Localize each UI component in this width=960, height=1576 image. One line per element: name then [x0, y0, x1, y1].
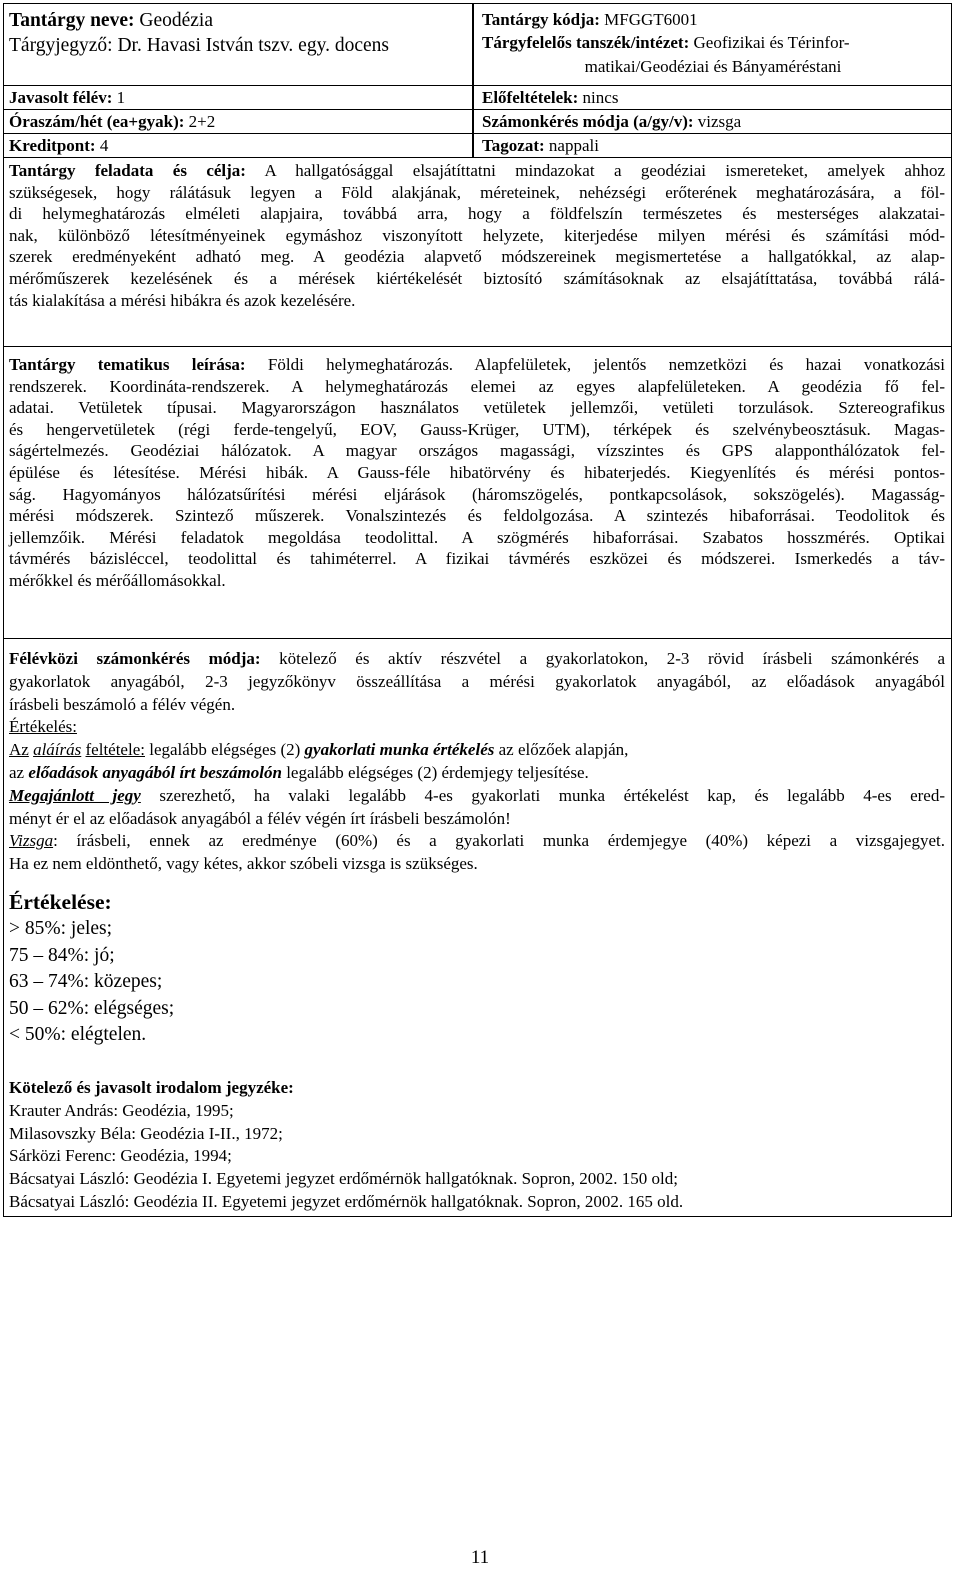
responsible-teacher: Tárgyjegyző: Dr. Havasi István tszv. egy. docens [9, 35, 389, 56]
department: Tárgyfelelős tanszék/intézet: Geofizikai és Térinfor- [482, 33, 850, 52]
literature-item: Milasovszky Béla: Geodézia I-II., 1972; [9, 1123, 283, 1143]
weekly-hours: Óraszám/hét (ea+gyak): 2+2 [9, 112, 216, 131]
assessment-section: Félévközi számonkérés módja: kötelező és aktív részvétel a gyakorlatokon, 2-3 rövid írásbeli számonkérés a gyakorlatok anyagából, 2-3 jegyzőkönyv összeállítása a mérési gyakorlatok anyagából, az előadások anyagából írásbeli beszámoló a félév végén. Értékelés: Az aláírás feltétele: legalább elégséges (2) gyakorlati munka értékelés az előzőek alapján, az előadások anyagából írt beszámolón legalább elégséges (2) érdemjegy teljesítése. Megajánlott jegy szerezhető, ha valaki legalább 4-es gyakorlati munka értékelést kap, és legalább 4-es ered- ményt ér el az előadások anyagából a félév végén írt írásbeli beszámolón! Vizsga: írásbeli, ennek az eredménye (60%) és a gyakorlati munka érdemjegye (40%) képezi a vizsgajegyet. Ha ez nem eldönthető, vagy kétes, akkor szóbeli vizsga is szükséges. [9, 649, 946, 874]
literature-heading: Kötelező és javasolt irodalom jegyzéke: [9, 1078, 294, 1097]
signature-condition: Az aláírás feltétele: legalább elégséges (2) gyakorlati munka értékelés az előzőek alapján, [9, 740, 629, 760]
suggested-semester: Javasolt félév: 1 [9, 88, 126, 107]
literature-item: Bácsatyai László: Geodézia II. Egyetemi jegyzet erdőmérnök hallgatóknak. Sopron, 2002. 165 old. [9, 1191, 684, 1211]
literature-section [9, 1077, 945, 1214]
header-row-4 [4, 134, 951, 158]
header-column-divider [472, 4, 474, 158]
grade-item: < 50%: elégtelen. [9, 1024, 147, 1045]
literature-item: Sárközi Ferenc: Geodézia, 1994; [9, 1146, 232, 1166]
grading-heading: Értékelése: [9, 890, 112, 914]
grade-item: 75 – 84%: jó; [9, 944, 115, 966]
study-mode: Tagozat: nappali [482, 136, 599, 155]
department-continued: matikai/Geodéziai és Bányaméréstani [584, 57, 842, 76]
goal-divider [4, 158, 951, 347]
evaluation-heading: Értékelés: [9, 717, 77, 737]
topics-divider [4, 347, 951, 639]
subject-name: Tantárgy neve: Geodézia [9, 10, 213, 31]
grade-item: 63 – 74%: közepes; [9, 971, 163, 992]
grade-item: 50 – 62%: elégséges; [9, 997, 175, 1019]
credit-points: Kreditpont: 4 [9, 136, 109, 155]
literature-item: Bácsatyai László: Geodézia I. Egyetemi jegyzet erdőmérnök hallgatóknak. Sopron, 2002. 150 old; [9, 1169, 678, 1189]
topics-section: Tantárgy tematikus leírása: Földi helymeghatározás. Alapfelületek, jelentős nemzetközi és hazai vonatkozási rendszerek. Koordináta-rendszerek. A helymeghatározás elemei az egyes alapfelületeken. A geodézia fő fel- adatai. Vetületek típusai. Magyarországon használatos vetületek jellemzői, vetületi torzulások. Sztereografikus és hengervetületek (régi ferde-tengelyű, EOV, Gauss-Krüger, UTM), térképek és szelvénybeosztásuk. Magas- ságértelmezés. Geodéziai hálózatok. A magyar országos magassági, vízszintes és GPS alapponthálózatok fel- épülése és létesítése. Mérési hibák. A Gauss-féle hibatörvény és hibaterjedés. Kiegyenlítés és mérési pontos- ság. Hagyományos hálózatsűrítési mérési eljárások (háromszögelés, pontkapcsolások, sokszögelés). Magasság- mérési módszerek. Szintező műszerek. Vonalszintezés és feldolgozása. A szintezés hibaforrásai. Teodolitok és jellemzőik. Mérési feladatok megoldása teodolittal. A szögmérés hibaforrásai. Szabatos hosszmérés. Optikai távmérés bázisléccel, teodolittal és tahiméterrel. A fizikai távmérés eszközei és módszerei. Ismerkedés a táv- mérőkkel és mérőállomásokkal. [9, 355, 946, 590]
grade-item: > 85%: jeles; [9, 918, 113, 939]
exam-type: Számonkérés módja (a/gy/v): vizsga [482, 112, 742, 131]
literature-item: Krauter András: Geodézia, 1995; [9, 1100, 234, 1120]
course-sheet [3, 3, 952, 1217]
goal-section: Tantárgy feladata és célja: A hallgatósággal elsajátíttatni mindazokat a geodéziai ismereteket, amelyek ahhoz szükségesek, hogy rálátásuk legyen a Föld alakjának, méreteinek, nehézségi erőterének meghatározására, a föl- di helymeghatározás elméleti alapjaira, továbbá arra, hogy a földfelszín természetes és mesterséges alakzatai- nak, különböző létesítményeinek egymáshoz viszonyított helyzete, kiterjedése milyen mérési és számítási mód- szerek eredményeként adható meg. A geodézia alapvető módszereinek megismertetése a hallgatókkal, az alap- mérőműszerek kezelésének és a mérések kiértékelését biztosító számításoknak az elsajátíttatása, továbbá rálá- tás kialakítása a mérési hibákra és azok kezelésére. [9, 161, 945, 310]
subject-code: Tantárgy kódja: MFGGT6001 [482, 10, 698, 29]
grading-section [9, 890, 174, 1049]
page-number: 11 [470, 1547, 490, 1568]
header-row-2 [4, 86, 951, 110]
lecture-report-condition: az előadások anyagából írt beszámolón legalább elégséges (2) érdemjegy teljesítése. [9, 762, 589, 782]
prerequisites: Előfeltételek: nincs [482, 88, 619, 107]
exam-description: Vizsga: írásbeli, ennek az eredménye (60%) és a gyakorlati munka érdemjegye (40%) képezi a vizsgajegyet. [9, 831, 945, 851]
offered-grade: Megajánlott jegy szerezhető, ha valaki legalább 4-es gyakorlati munka értékelést kap, és legalább 4-es ered- [9, 785, 946, 805]
